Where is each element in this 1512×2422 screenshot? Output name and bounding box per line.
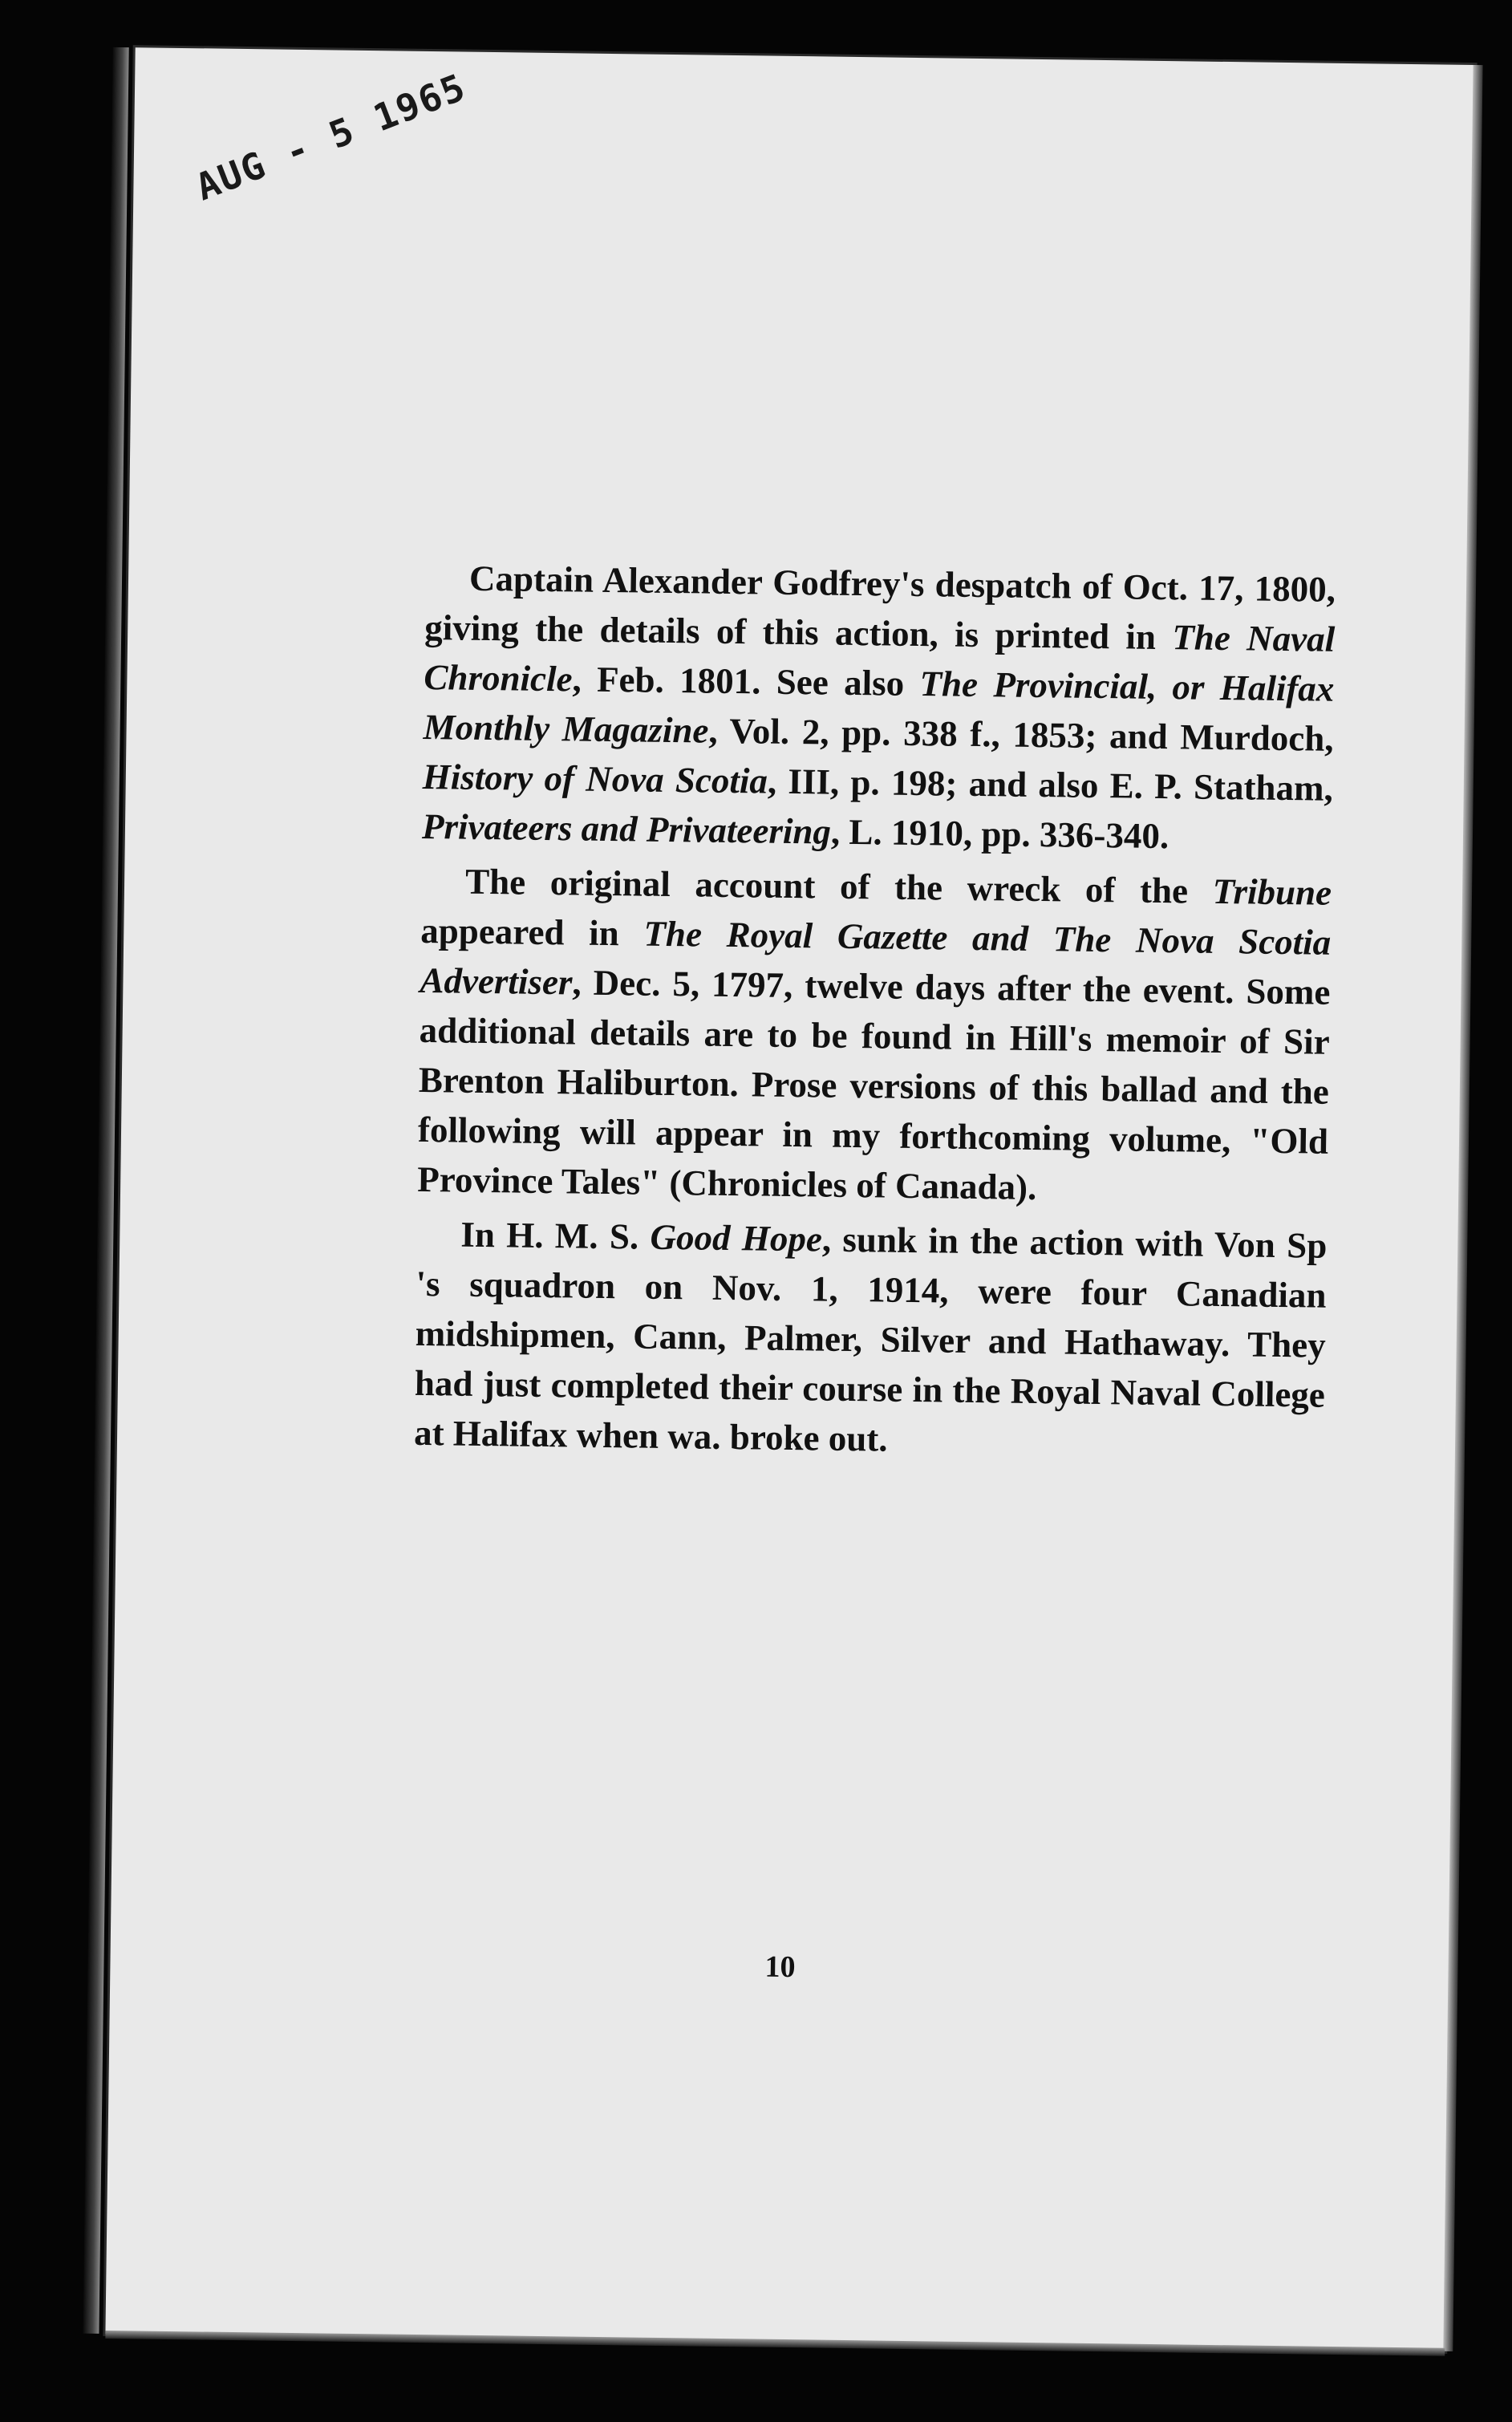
text-run: , Feb. 1801. See also	[572, 659, 920, 704]
page-binding-edge	[83, 47, 128, 2334]
book-page	[105, 47, 1474, 2351]
text-run: The original account of the wreck of the	[464, 861, 1214, 911]
italic-title: Privateers and Privateering	[421, 805, 832, 852]
italic-title: History of Nova Scotia	[422, 756, 768, 801]
paragraph	[422, 553, 1336, 863]
page-bottom-edge	[105, 2331, 1445, 2356]
page-number: 10	[764, 1949, 796, 1985]
text-run: appeared in	[420, 910, 644, 954]
notes-text	[414, 553, 1336, 1475]
text-run: , Dec. 5, 1797, twelve days after the event. Some additional details are to be found in Hill's memoir of Sir Brenton Haliburton. Prose versions of this ballad and the following will appear in my forthcoming volume, "Old Province Tales" (Chronicles of Canada).	[416, 962, 1331, 1208]
text-run: , Vol. 2, pp. 338 f., 1853; and Murdoch,	[708, 710, 1334, 759]
italic-title: The Naval Chronicle	[424, 617, 1336, 700]
date-stamp: AUG - 5 1965	[189, 64, 472, 209]
italic-title: Tribune	[1212, 870, 1332, 913]
text-run: , III, p. 198; and also E. P. Statham,	[767, 761, 1334, 809]
page-right-edge	[1443, 65, 1482, 2351]
text-run: Captain Alexander Godfrey's despatch of Oct. 17, 1800, giving the details of this action, is printed in	[424, 558, 1336, 658]
text-run: , sunk in the action with Von Sp 's squadron on Nov. 1, 1914, were four Canadian midshipmen, Cann, Palmer, Silver and Hathaway. They had just completed their course in the Royal Naval College at Halifax when wa. broke out.	[413, 1219, 1328, 1459]
italic-title: The Provincial, or Halifax Monthly Magazine	[423, 663, 1335, 751]
text-run: , L. 1910, pp. 336-340.	[830, 811, 1169, 857]
italic-title: Good Hope	[650, 1216, 823, 1260]
paragraph	[414, 1209, 1328, 1470]
italic-title: The Royal Gazette and The Nova Scotia Advertiser	[420, 913, 1332, 1003]
paragraph	[417, 856, 1332, 1216]
text-run: In H. M. S.	[460, 1214, 651, 1257]
